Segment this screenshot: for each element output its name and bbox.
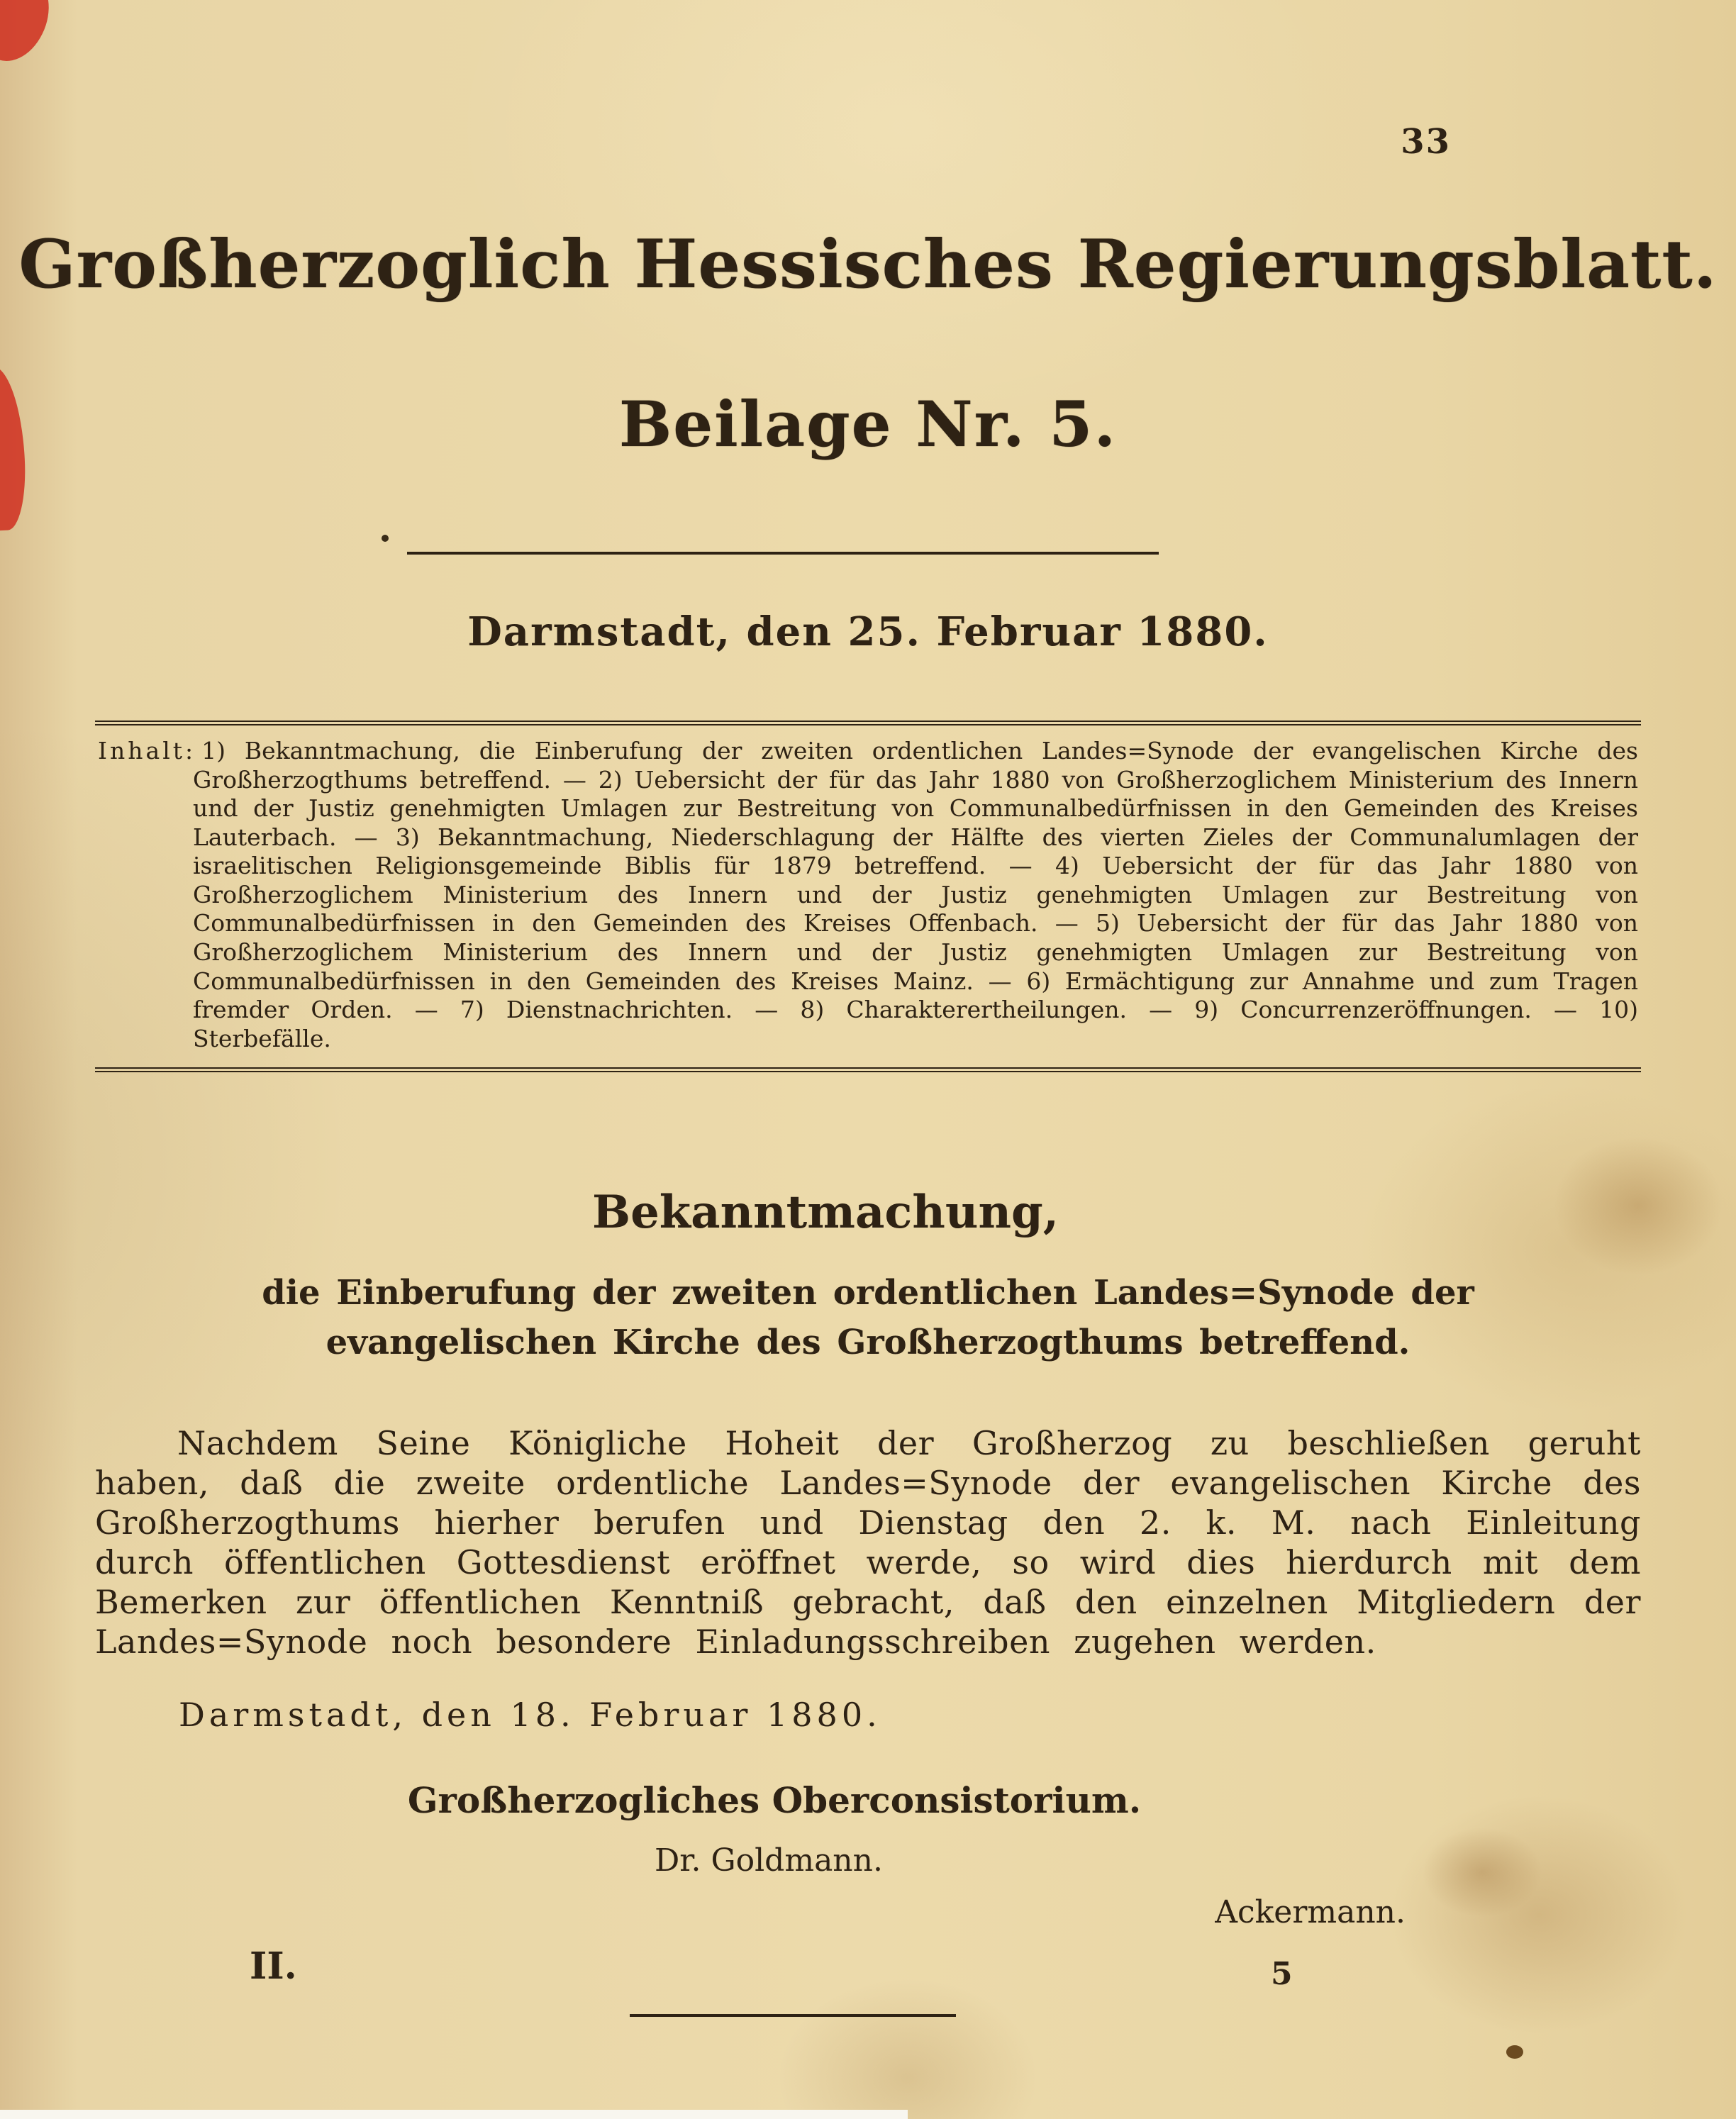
announcement-dateline: Darmstadt, den 18. Februar 1880. <box>179 1696 881 1735</box>
announcement-subheading: die Einberufung der zweiten ordentlichen Landes=Synode der evangelischen Kirche des Großherzogthums betreffend. <box>262 1273 1474 1362</box>
footer-sheet-number: 5 <box>1271 1956 1293 1992</box>
contents-label: Inhalt: <box>98 737 196 764</box>
page-number: 33 <box>1401 122 1451 162</box>
signature-name: Dr. Goldmann. <box>655 1842 883 1879</box>
divider-rule <box>407 552 1159 555</box>
contents-text: 1) Bekanntmachung, die Einberufung der zweiten ordentlichen Landes=Synode der evangelischen Kirche des Großherzogthums betreffend. — 2) Uebersicht der für das Jahr 1880 von Großherzoglichem Ministerium des Innern und der Justiz genehmigten Umlagen zur Bestreitung von Communalbedürfnissen in den Gemeinden des Kreises Lauterbach. — 3) Bekanntmachung, Niederschlagung der Hälfte des vierten Zieles der Communalumlagen der israelitischen Religionsgemeinde Biblis für 1879 betreffend. — 4) Uebersicht der für das Jahr 1880 von Großherzoglichem Ministerium des Innern und der Justiz genehmigten Umlagen zur Bestreitung von Communalbedürfnissen in den Gemeinden des Kreises Offenbach. — 5) Uebersicht der für das Jahr 1880 von Großherzoglichem Ministerium des Innern und der Justiz genehmigten Umlagen zur Bestreitung von Communalbedürfnissen in den Gemeinden des Kreises Mainz. — 6) Ermächtigung zur Annahme und zum Tragen fremder Orden. — 7) Dienstnachrichten. — 8) Charakterertheilungen. — 9) Concurrenzeröffnungen. — 10) Sterbefälle. <box>193 737 1638 1052</box>
masthead-title: Großherzoglich Hessisches Regierungsblatt. <box>18 226 1718 304</box>
red-ink-mark-top <box>0 0 60 70</box>
closing-rule <box>630 2014 956 2017</box>
scanner-edge-strip <box>0 2110 908 2119</box>
table-of-contents <box>95 721 1641 1072</box>
ink-speck <box>382 535 389 542</box>
footer-volume-mark: II. <box>250 1945 297 1988</box>
announcement-body: Nachdem Seine Königliche Hoheit der Großherzog zu beschließen geruht haben, daß die zweite ordentliche Landes=Synode der evangelischen Kirche des Großherzogthums hierher berufen und Dienstag den 2. k. M. nach Einleitung durch öffentlichen Gottesdienst eröffnet werde, so wird dies hierdurch mit dem Bemerken zur öffentlichen Kenntniß gebracht, daß den einzelnen Mitgliedern der Landes=Synode noch besondere Einladungsschreiben zugehen werden. <box>95 1423 1641 1662</box>
ink-stain-dot <box>1506 2045 1523 2059</box>
masthead-dateline: Darmstadt, den 25. Februar 1880. <box>467 608 1269 655</box>
countersignature: Ackermann. <box>1215 1894 1406 1931</box>
announcement-section <box>0 1186 1736 2017</box>
signature-organization: Großherzogliches Oberconsistorium. <box>407 1779 1142 1822</box>
contents-paragraph <box>98 737 1638 1053</box>
announcement-heading: Bekanntmachung, <box>591 1186 1059 1240</box>
masthead <box>0 226 1736 655</box>
masthead-subtitle: Beilage Nr. 5. <box>618 387 1118 461</box>
